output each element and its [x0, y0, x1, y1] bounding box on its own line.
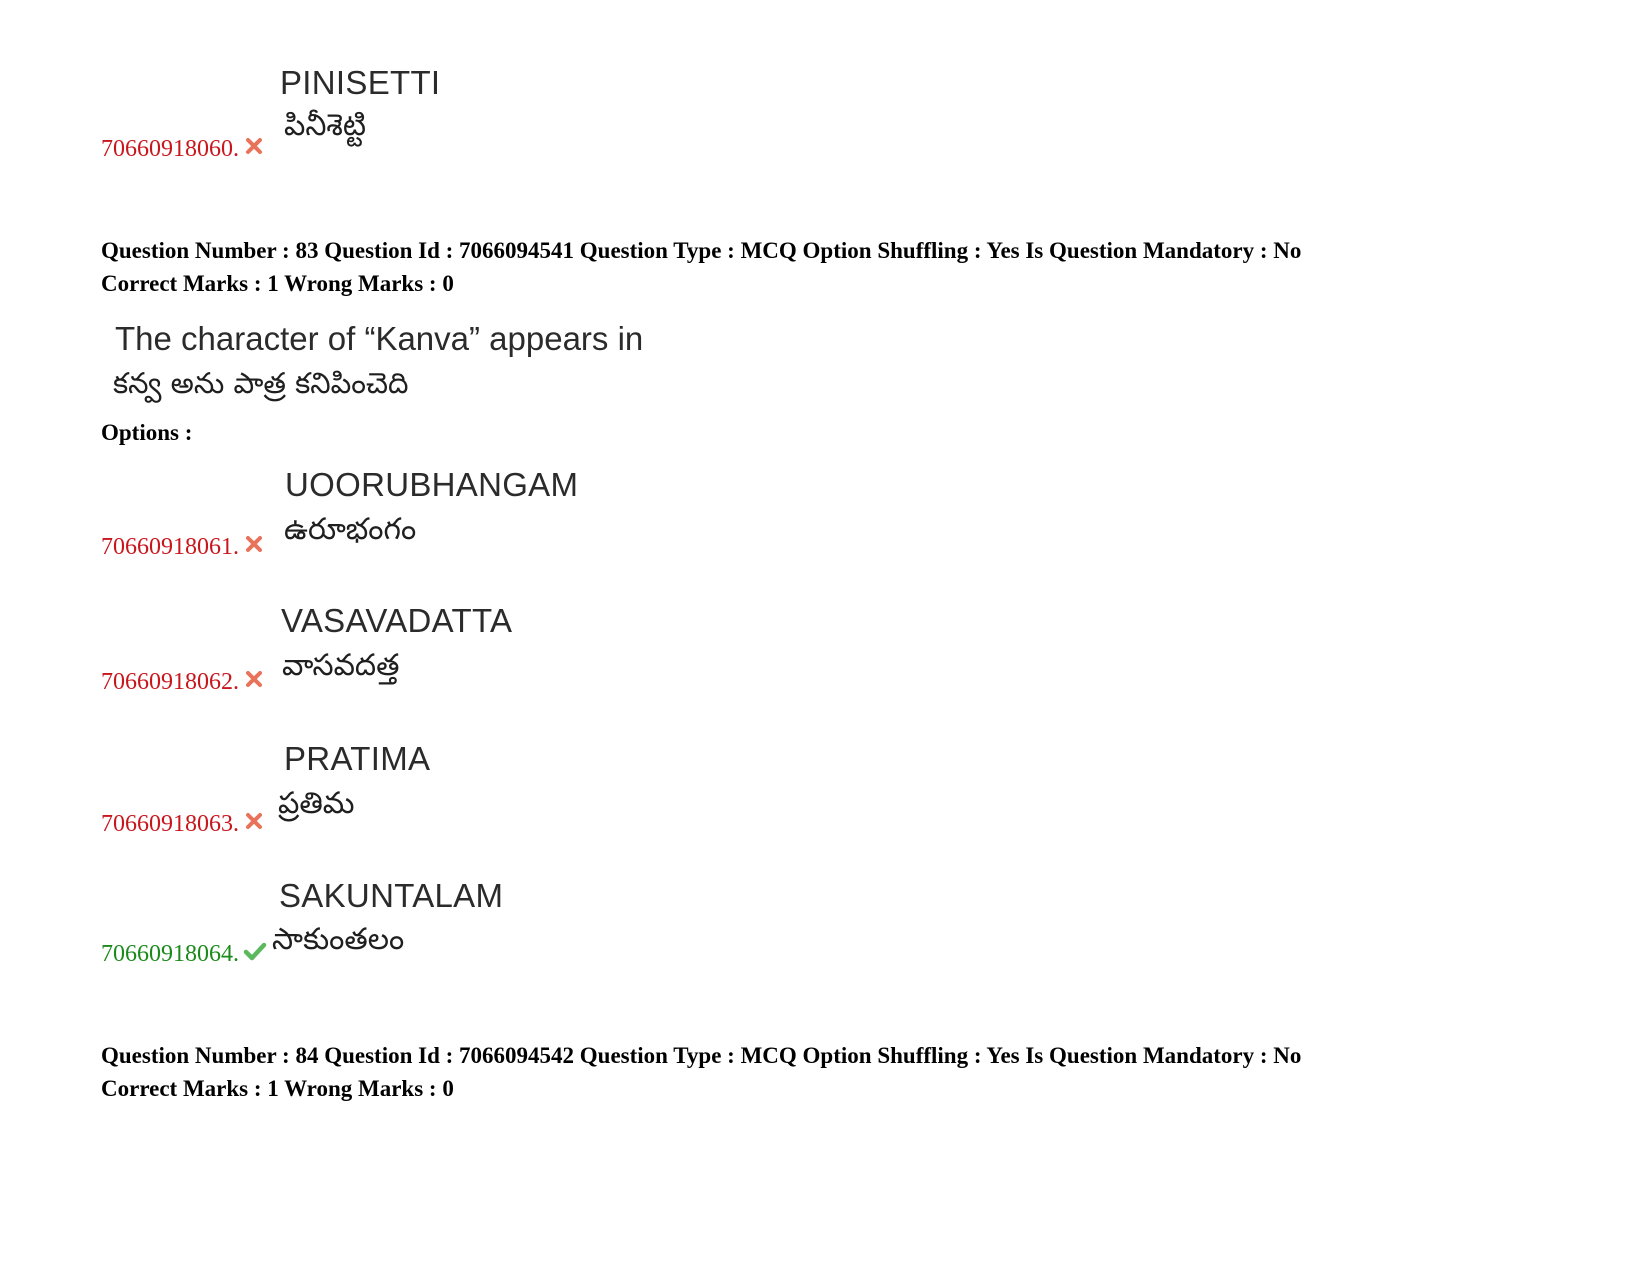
option-id: 70660918064.	[101, 941, 239, 967]
question-english-text: The character of “Kanva” appears in	[115, 320, 644, 357]
cross-icon	[244, 811, 264, 831]
cross-icon	[244, 136, 264, 156]
cross-icon	[244, 669, 264, 689]
option-english-text: SAKUNTALAM	[279, 877, 504, 914]
option-english-text: PRATIMA	[284, 740, 431, 777]
option-telugu-text: వాసవదత్త	[282, 648, 400, 683]
option-telugu-text: సాకుంతలం	[272, 922, 405, 957]
option-telugu-text: పినీశెట్టి	[284, 108, 367, 143]
option-id: 70660918060.	[101, 136, 239, 162]
option-english-text: PINISETTI	[280, 64, 441, 101]
option-telugu-text: ఉరూభంగం	[284, 512, 417, 547]
question-meta-line2: Correct Marks : 1 Wrong Marks : 0	[101, 271, 454, 296]
question-meta-line2: Correct Marks : 1 Wrong Marks : 0	[101, 1076, 454, 1101]
option-id: 70660918062.	[101, 669, 239, 695]
question-meta-line1: Question Number : 83 Question Id : 7066094541 Question Type : MCQ Option Shuffling : Yes Is Question Mandatory : No	[101, 238, 1302, 263]
cross-icon	[244, 534, 264, 554]
question-telugu-text: కన్వ అను పాత్ర కనిపించెది	[113, 366, 409, 400]
check-icon	[243, 941, 267, 961]
options-label: Options :	[101, 420, 193, 445]
question-meta-line1: Question Number : 84 Question Id : 7066094542 Question Type : MCQ Option Shuffling : Yes Is Question Mandatory : No	[101, 1043, 1302, 1068]
option-english-text: VASAVADATTA	[281, 602, 513, 639]
option-telugu-text: ప్రతిమ	[278, 786, 355, 821]
option-english-text: UOORUBHANGAM	[285, 466, 579, 503]
option-id: 70660918061.	[101, 534, 239, 560]
option-id: 70660918063.	[101, 811, 239, 837]
